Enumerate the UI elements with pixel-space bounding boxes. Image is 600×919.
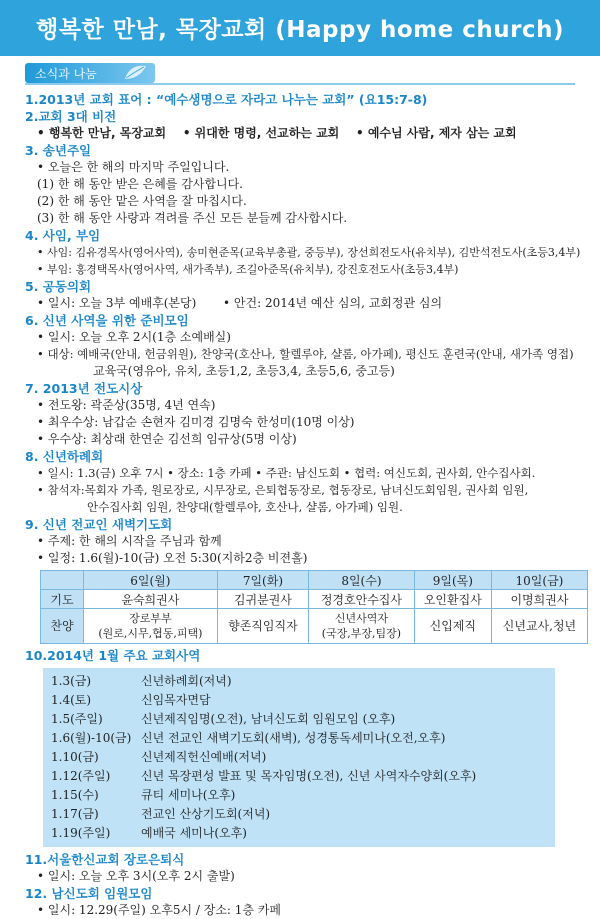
text-line: • 부임: 홍경택목사(영어사역, 새가족부), 조길아준목(유치부), 강진호전도사(초등3,4부) [37,263,459,276]
table-row [41,590,588,609]
event-row [43,824,555,843]
table-row [41,609,588,644]
vision-list [25,125,585,142]
event-text: 신년 목장편성 발표 및 목자임명(오전), 신년 사역자수양회(오후) [141,769,477,783]
text-line: • 사임: 김유경목사(영어사역), 송미현준목(교육부총괄, 중등부), 장선희전도사(유치부), 김반석전도사(초등3,4부) [37,246,581,259]
section-10-heading: 10.2014년 1월 주요 교회사역 [25,648,201,663]
event-row [43,672,555,691]
event-text: 신년제직헌신예배(저녁) [141,750,267,764]
event-row [43,691,555,710]
text-line: (3) 한 해 동안 사랑과 격려를 주신 모든 분들께 감사합시다. [37,211,348,225]
text-line: 안수집사회 임원, 찬양대(할렐루야, 호산나, 샬롬, 아가페) 임원. [87,500,403,514]
table-header-row [41,571,588,590]
table-cell: 김귀분권사 [217,590,308,609]
section-3-heading: 3. 송년주일 [25,143,92,158]
section-4-heading: 4. 사임, 부임 [25,228,101,243]
meeting-time: • 일시: 오늘 3부 예배후(본당) [37,296,197,310]
event-date: 1.3(금) [51,674,92,688]
table-cell: 신입제직 [414,609,491,644]
event-date: 1.10(금) [51,750,99,764]
event-date: 1.19(주일) [51,826,111,840]
text-line: • 일시: 1.3(금) 오후 7시 • 장소: 1층 카페 • 주관: 남신도회 • 협력: 여신도회, 권사회, 안수집사회. [37,466,536,480]
event-row [43,767,555,786]
table-cell: 오인환집사 [414,590,491,609]
table-cell: 향존직임직자 [217,609,308,644]
event-text: 큐티 세미나(오후) [141,788,236,802]
table-cell: 장로부부 (원로,시무,협동,피택) [84,609,218,644]
event-row [43,805,555,824]
day-header: 6일(월) [84,571,218,590]
event-text: 신년제직임명(오전), 남녀신도회 임원모임 (오후) [141,712,396,726]
event-date: 1.17(금) [51,807,99,821]
text-line: • 최우수상: 남갑순 손현자 김미경 김명숙 한성미(10명 이상) [37,415,355,429]
text-line: • 우수상: 최상래 한연순 김선희 임규상(5명 이상) [37,432,297,446]
day-header: 7일(화) [217,571,308,590]
section-tag [25,63,155,83]
section-tag-label: 소식과 나눔 [35,67,97,81]
table-corner [41,571,84,590]
text-line: • 참석자:목회자 가족, 원로장로, 시무장로, 은퇴협동장로, 협동장로, 남녀신도회임원, 권사회 임원, [37,483,529,497]
page-header [0,0,600,56]
events-box [43,668,555,847]
event-row [43,748,555,767]
text-line: • 일정: 1.6(월)-10(금) 오전 5:30(지하2층 비젼홀) [37,551,308,565]
text-line: (1) 한 해 동안 받은 은혜를 감사합니다. [37,177,243,191]
text-line: (2) 한 해 동안 맡은 사역을 잘 마칩시다. [37,194,247,208]
vision-item: • 예수님 사람, 제자 삼는 교회 [355,126,517,140]
section-2-heading: 2.교회 3대 비전 [25,109,117,124]
table-cell: 신년교사,청년 [491,609,587,644]
text-line: 교육국(영유아, 유치, 초등1,2, 초등3,4, 초등5,6, 중고등) [93,364,395,378]
event-date: 1.5(주일) [51,712,103,726]
day-header: 10일(금) [491,571,587,590]
event-text: 예배국 세미나(오후) [141,826,247,840]
vision-item: • 위대한 명령, 선교하는 교회 [182,126,340,140]
event-text: 신년 전교인 새벽기도회(새벽), 성경통독세미나(오전,오후) [141,731,446,745]
bulletin-content [25,91,585,919]
event-text: 신임목자면담 [141,693,211,707]
section-7-heading: 7. 2013년 전도시상 [25,381,143,396]
event-date: 1.12(주일) [51,769,111,783]
event-row [43,729,555,748]
event-text: 신년하례회(저녁) [141,674,232,688]
meeting-agenda: • 안건: 2014년 예산 심의, 교회정관 심의 [223,296,443,310]
event-date: 1.6(월)-10(금) [51,731,132,745]
vision-item: • 행복한 만남, 목장교회 [37,126,167,140]
text-line: • 오늘은 한 해의 마지막 주일입니다. [37,160,230,174]
table-cell: 정경호안수집사 [309,590,415,609]
row-label: 기도 [41,590,84,609]
row-label: 찬양 [41,609,84,644]
event-row [43,710,555,729]
table-cell: 이명희권사 [491,590,587,609]
section-1-heading: 1.2013년 교회 표어 : “예수생명으로 자라고 나누는 교회” (요15:7-8) [25,92,428,107]
table-cell: 윤숙희권사 [84,590,218,609]
text-line: • 일시: 12.29(주일) 오후5시 / 장소: 1층 카페 [37,903,281,917]
event-row [43,786,555,805]
text-line: • 일시: 오늘 오후 2시(1층 소예배실) [37,330,231,344]
text-line: • 주제: 한 해의 시작을 주님과 함께 [37,534,222,548]
day-header: 8일(수) [309,571,415,590]
section-6-heading: 6. 신년 사역을 위한 준비모임 [25,313,189,328]
divider [25,83,575,85]
text-line: • 일시: 오늘 오후 3시(오후 2시 출발) [37,869,235,883]
text-line: • 전도왕: 곽준상(35명, 4년 연속) [37,398,216,412]
text-line [25,295,585,312]
page-title: 행복한 만남, 목장교회 (Happy home church) [36,17,564,43]
prayer-schedule-table [40,570,588,644]
section-8-heading: 8. 신년하례회 [25,449,104,464]
leaf-icon [123,64,147,81]
day-header: 9일(목) [414,571,491,590]
event-date: 1.4(토) [51,693,92,707]
section-9-heading: 9. 신년 전교인 새벽기도회 [25,517,173,532]
table-cell: 신년사역자 (국장,부장,팀장) [309,609,415,644]
text-line: • 대상: 예배국(안내, 헌금위원), 찬양국(호산나, 할렐루야, 샬롬, 아가페), 평신도 훈련국(안내, 새가족 영접) [37,347,574,361]
section-11-heading: 11.서울한신교회 장로은퇴식 [25,852,185,867]
event-date: 1.15(수) [51,788,99,802]
section-12-heading: 12. 남신도회 임원모임 [25,886,153,901]
section-5-heading: 5. 공동의회 [25,279,92,294]
event-text: 전교인 산상기도회(저녁) [141,807,271,821]
